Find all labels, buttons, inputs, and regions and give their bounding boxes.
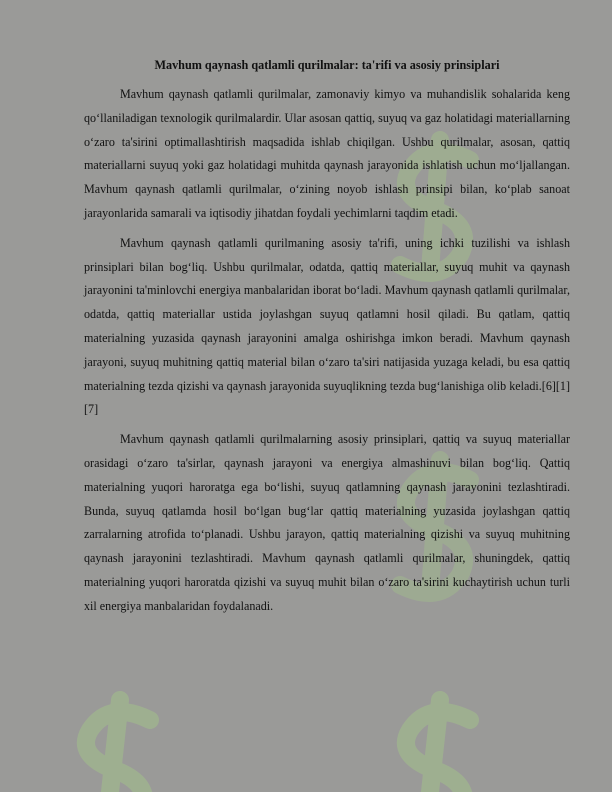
watermark-icon-bottom-right: [406, 700, 470, 792]
paragraph-1: Mavhum qaynash qatlamli qurilmalar, zamonaviy kimyo va muhandislik sohalarida keng qo‘llaniladigan texnologik qurilmalardir. Ular asosan qattiq, suyuq va gaz holatidagi materiallarning o‘zaro ta'sirini optimallashtirish maqsadida ishlab chiqilgan. Ushbu qurilmalar, asosan, qattiq materiallarni suyuq yoki gaz holatidagi muhitda qaynash jarayonida ishlatish uchun mo‘ljallangan. Mavhum qaynash qatlamli qurilmalar, o‘zining noyob ishlash prinsipi bilan, ko‘plab sanoat jarayonlarida samarali va iqtisodiy jihatdan foydali yechimlarni taqdim etadi.: [84, 87, 570, 220]
paragraph-3: Mavhum qaynash qatlamli qurilmalarning asosiy prinsiplari, qattiq va suyuq materiallar orasidagi o‘zaro ta'sirlar, qaynash jarayoni va energiya almashinuvi bilan bog‘liq. Qattiq materialning yuqori haroratga ega bo‘lishi, suyuq qatlamning qaynash jarayonini tezlashtiradi. Bunda, suyuq qatlamda hosil bo‘lgan bug‘lar qattiq materialning yuzasida joylashgan qattiq zarralarning atrofida to‘planadi. Ushbu jarayon, qattiq materialning qizishi va suyuq muhitning qaynash jarayonini tezlashtiradi. Mavhum qaynash qatlamli qurilmalar, shuningdek, qattiq materialning yuqori haroratda qizishi va suyuq muhit bilan o‘zaro ta'sirini kuchaytirish uchun turli xil energiya manbalaridan foydalanadi.: [84, 432, 570, 613]
paragraph-2: Mavhum qaynash qatlamli qurilmaning asosiy ta'rifi, uning ichki tuzilishi va ishlash prinsiplari bilan bog‘liq. Ushbu qurilmalar, odatda, qattiq materiallar, suyuq muhit va qaynash jarayonini ta'minlovchi energiya manbalaridan iborat bo‘ladi. Mavhum qaynash qatlamli qurilmalar, odatda, qattiq materiallar ustida joylashgan suyuq qatlamni hosil qiladi. Bu qatlam, qattiq materialning yuzasida qaynash jarayonini amalga oshirishga imkon beradi. Mavhum qaynash jarayoni, suyuq muhitning qattiq material bilan o‘zaro ta'siri natijasida yuzaga keladi, bu esa qattiq materialning tezda qizishi va qaynash jarayonida suyuqlikning tezda bug‘lanishiga olib keladi.[6][1][7]: [84, 235, 570, 417]
document-title: Mavhum qaynash qatlamli qurilmalar: ta'rifi va asosiy prinsiplari: [154, 58, 500, 72]
watermark-icon-bottom-left: [86, 700, 150, 792]
document-body: [84, 57, 570, 625]
